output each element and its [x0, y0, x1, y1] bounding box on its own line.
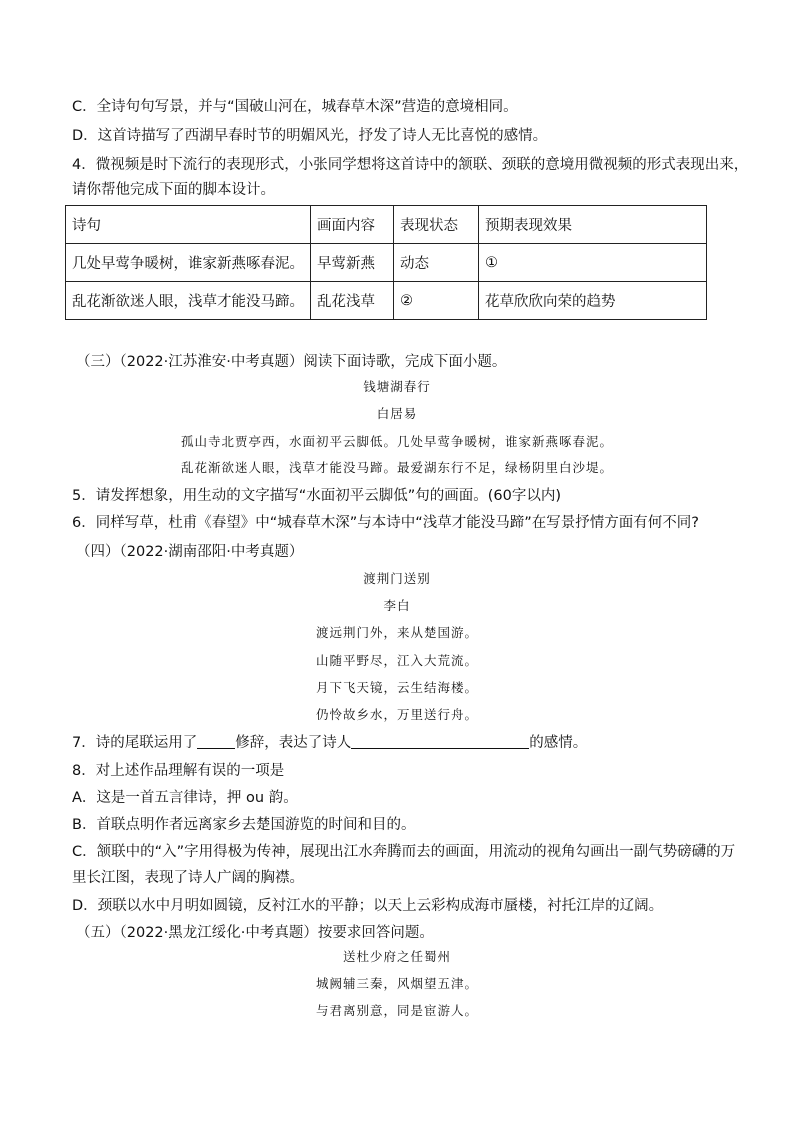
- section-4-heading: （四）（2022·湖南邵阳·中考真题）: [76, 544, 304, 560]
- option-b: B．首联点明作者远离家乡去楚国游览的时间和目的。: [72, 817, 416, 833]
- table-cell: 几处早莺争暖树，谁家新燕啄春泥。: [66, 244, 311, 282]
- poem-line: 乱花渐欲迷人眼，浅草才能没马蹄。最爱湖东行不足，绿杨阴里白沙堤。: [180, 460, 613, 475]
- poem-title: 钱塘湖春行: [363, 379, 431, 394]
- poem-author: 李白: [383, 598, 411, 613]
- poem-line: 仍怜故乡水，万里送行舟。: [315, 707, 478, 722]
- answer-blank[interactable]: [351, 734, 529, 749]
- table-cell: ②: [394, 282, 479, 320]
- header-cell: 预期表现效果: [479, 206, 707, 244]
- table-cell: ①: [479, 244, 707, 282]
- option-d: D．颈联以水中月明如圆镜，反衬江水的平静；以天上云彩构成海市蜃楼，衬托江岸的辽阔。: [72, 898, 664, 914]
- question-6: 6．同样写草，杜甫《春望》中“城春草木深”与本诗中“浅草才能没马蹄”在写景抒情方面有何不同?: [72, 515, 699, 531]
- question-8: 8．对上述作品理解有误的一项是: [72, 763, 285, 779]
- poem-line: 渡远荆门外，来从楚国游。: [315, 625, 478, 640]
- answer-blank[interactable]: [197, 734, 235, 749]
- question-4-line1: 4．微视频是时下流行的表现形式，小张同学想将这首诗中的颔联、颈联的意境用微视频的形式表现出来，: [72, 157, 749, 173]
- question-7: [72, 731, 587, 752]
- question-7-part2: 修辞，表达了诗人: [235, 735, 352, 751]
- question-5: 5．请发挥想象，用生动的文字描写“水面初平云脚低”句的画面。(60字以内): [72, 488, 562, 504]
- poem-line: 月下飞天镜，云生结海楼。: [315, 680, 478, 695]
- header-cell: 诗句: [66, 206, 311, 244]
- question-7-part1: 7．诗的尾联运用了: [72, 735, 198, 751]
- table-header-row: [66, 206, 707, 244]
- option-d: D．这首诗描写了西湖早春时节的明媚风光，抒发了诗人无比喜悦的感情。: [72, 128, 548, 144]
- option-c: C．全诗句句写景，并与“国破山河在，城春草木深”营造的意境相同。: [72, 99, 518, 115]
- table-row: [66, 282, 707, 320]
- poem-author: 白居易: [376, 406, 418, 421]
- table-cell: 早莺新燕: [311, 244, 394, 282]
- question-4-line2: 请你帮他完成下面的脚本设计。: [72, 182, 275, 198]
- header-cell: 表现状态: [394, 206, 479, 244]
- table-cell: 动态: [394, 244, 479, 282]
- poem-title: 渡荆门送别: [363, 571, 431, 586]
- option-c-cont: 里长江图，表现了诗人广阔的胸襟。: [72, 870, 304, 886]
- option-a: A．这是一首五言律诗，押 ou 韵。: [72, 790, 298, 806]
- header-cell: 画面内容: [311, 206, 394, 244]
- option-c: C．颔联中的“入”字用得极为传神，展现出江水奔腾而去的画面，用流动的视角勾画出一副气势磅礴的万: [72, 844, 736, 860]
- table-cell: 花草欣欣向荣的趋势: [479, 282, 707, 320]
- section-5-heading: （五）（2022·黑龙江绥化·中考真题）按要求回答问题。: [76, 925, 434, 941]
- poem-line: 与君离别意，同是宦游人。: [315, 1003, 478, 1018]
- table-cell: 乱花浅草: [311, 282, 394, 320]
- poem-line: 孤山寺北贾亭西，水面初平云脚低。几处早莺争暖树，谁家新燕啄春泥。: [180, 434, 613, 449]
- poem-title: 送杜少府之任蜀州: [342, 949, 451, 964]
- question-7-part3: 的感情。: [529, 735, 588, 751]
- script-design-table: [65, 205, 707, 320]
- table-row: [66, 244, 707, 282]
- table-cell: 乱花渐欲迷人眼，浅草才能没马蹄。: [66, 282, 311, 320]
- poem-line: 山随平野尽，江入大荒流。: [315, 653, 478, 668]
- poem-line: 城阙辅三秦，风烟望五津。: [315, 976, 478, 991]
- section-3-heading: （三）（2022·江苏淮安·中考真题）阅读下面诗歌，完成下面小题。: [76, 354, 507, 370]
